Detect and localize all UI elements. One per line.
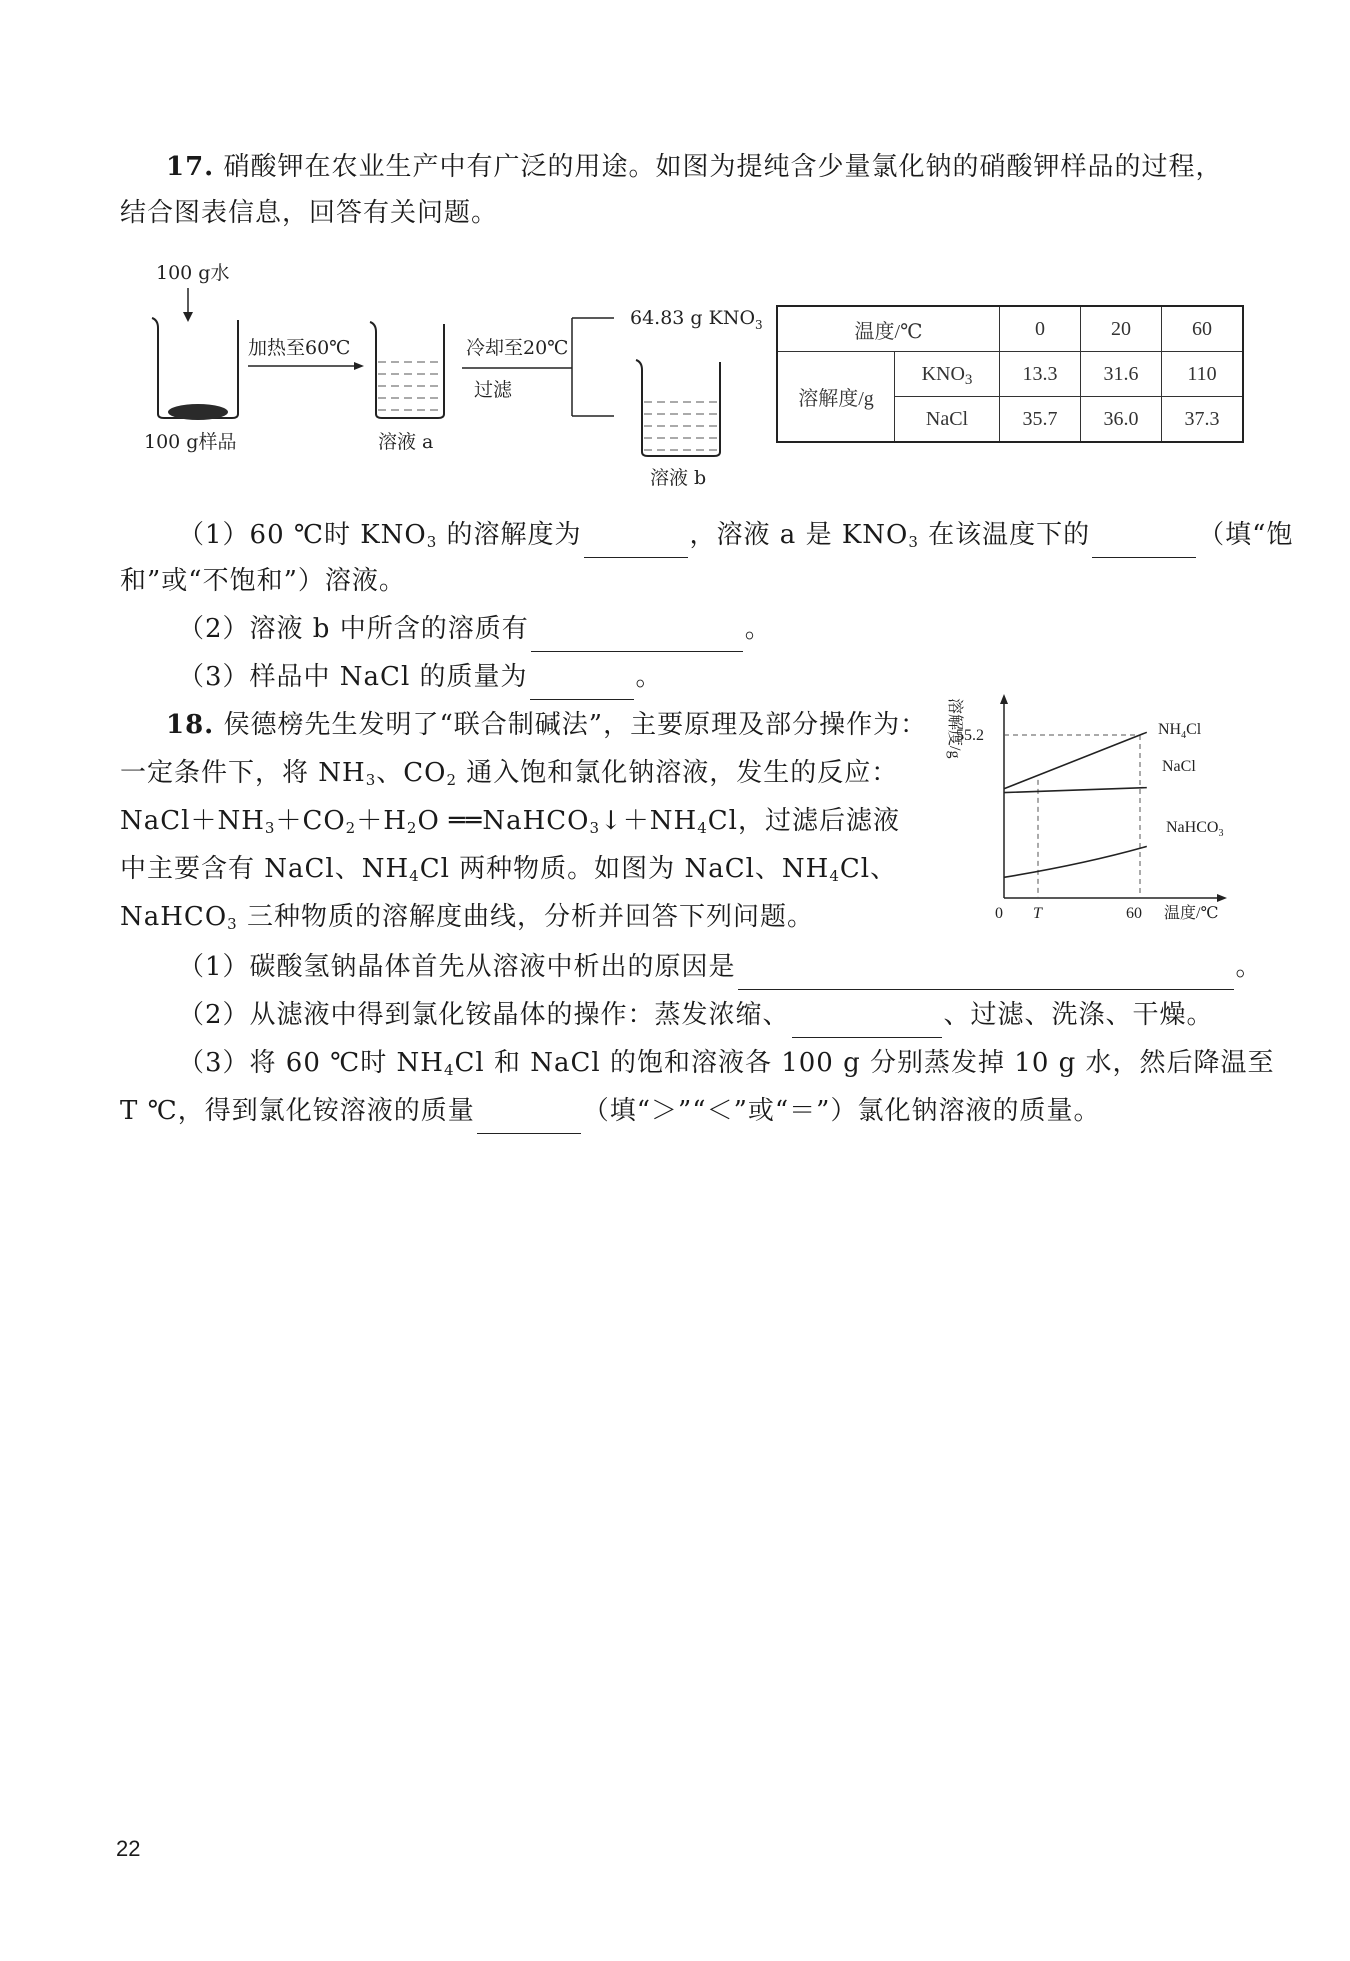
nacl-0: 35.7 (1000, 397, 1081, 443)
x-axis-arrow (1217, 894, 1227, 902)
answer-blank-2[interactable] (1092, 527, 1196, 558)
x-tick-60: 60 (1126, 905, 1142, 922)
q17-stem-line2: 结合图表信息，回答有关问题。 (120, 198, 499, 228)
solution-b-label: 溶液 b (650, 467, 707, 489)
sample-label: 100 g样品 (144, 431, 237, 453)
temp-header: 温度/℃ (777, 306, 1000, 352)
water-label: 100 g水 (156, 262, 230, 284)
cool-label: 冷却至20℃ (466, 337, 569, 359)
answer-blank-7[interactable] (477, 1103, 581, 1134)
answer-blank-3[interactable] (531, 621, 743, 652)
crystal-label: 64.83 g $KNO_3$ (630, 307, 763, 332)
heat-label: 加热至60℃ (248, 337, 351, 359)
y-axis-arrow (1000, 694, 1008, 704)
row-kno3-name: $KNO_3$ (895, 352, 1000, 397)
temp-0: 0 (1000, 306, 1081, 352)
beaker-2 (370, 322, 444, 418)
q18-line4: 中主要含有 NaCl、$NH_4Cl$ 两种物质。如图为 NaCl、$NH_4Cl$、 (120, 854, 898, 885)
q18-line1: 18. 侯德榜先生发明了“联合制碱法”，主要原理及部分操作为： (166, 710, 928, 740)
solution-a-label: 溶液 a (378, 431, 434, 453)
answer-blank-5[interactable] (738, 959, 1234, 990)
y-mark-55-2: 55.2 (956, 727, 984, 744)
q18-sub2: （2）从滤液中得到氯化铵晶体的操作：蒸发浓缩、 、过滤、洗涤、干燥。 (178, 992, 1214, 1038)
q18-number: 18. (166, 710, 215, 740)
nacl-20: 36.0 (1081, 397, 1162, 443)
beaker-1 (152, 318, 238, 418)
q18-line3: $NaCl+NH_3+CO_2+H_2O$ $══NaHCO_3↓+NH_4Cl$，过滤后滤液 (120, 806, 900, 837)
page-number: 22 (116, 1836, 141, 1861)
beaker-3 (636, 360, 720, 456)
q17-number: 17. (166, 152, 215, 182)
y-axis-label: 溶解度/g (946, 698, 963, 759)
nh4cl-label: $NH_4Cl$ (1158, 721, 1202, 741)
kno3-60: 110 (1162, 352, 1244, 397)
nahco3-label: NaHCO$_3$ (1166, 819, 1224, 839)
q17-sub1-line2: 和”或“不饱和”）溶液。 (120, 566, 406, 596)
solubility-table (776, 305, 1244, 443)
solubility-label: 溶解度/g (777, 352, 895, 443)
x-tick-T: T (1033, 905, 1042, 922)
series-nh4cl (1004, 732, 1147, 788)
temp-20: 20 (1081, 306, 1162, 352)
q18-line5: NaHCO$_3$ 三种物质的溶解度曲线，分析并回答下列问题。 (120, 902, 814, 933)
nacl-label: NaCl (1162, 758, 1196, 775)
answer-blank-6[interactable] (792, 1007, 942, 1038)
answer-blank-4[interactable] (530, 669, 634, 700)
q18-sub3-line1: （3）将 60 ℃时 $NH_4Cl$ 和 NaCl 的饱和溶液各 100 g 分别蒸发掉 10 g 水，然后降温至 (178, 1048, 1275, 1079)
row-nacl-name: NaCl (895, 397, 1000, 443)
q18-line2: 一定条件下，将 $NH_3$、$CO_2$ 通入饱和氯化钠溶液，发生的反应： (120, 758, 899, 789)
kno3-20: 31.6 (1081, 352, 1162, 397)
series-nacl (1004, 788, 1147, 793)
temp-60: 60 (1162, 306, 1244, 352)
series-nahco3 (1004, 846, 1147, 877)
kno3-0: 13.3 (1000, 352, 1081, 397)
filter-label: 过滤 (474, 379, 513, 401)
solubility-curve-chart (936, 690, 1256, 930)
origin-label: 0 (995, 905, 1003, 922)
answer-blank-1[interactable] (584, 527, 688, 558)
q17-sub1-line1: （1）60 ℃时 $KNO_3$ 的溶解度为 ，溶液 a 是 $KNO_3$ 在该温度下的 （填“饱 (178, 512, 1293, 558)
q18-sub1: （1）碳酸氢钠晶体首先从溶液中析出的原因是 。 (178, 944, 1263, 990)
q17-stem-line1: 17. 硝酸钾在农业生产中有广泛的用途。如图为提纯含少量氯化钠的硝酸钾样品的过程， (166, 152, 1223, 182)
x-axis-label: 温度/℃ (1164, 905, 1219, 922)
nacl-60: 37.3 (1162, 397, 1244, 443)
q18-sub3-line2: T ℃，得到氯化铵溶液的质量 （填“＞”“＜”或“＝”）氯化钠溶液的质量。 (120, 1088, 1100, 1134)
q17-sub3: （3）样品中 NaCl 的质量为 。 (178, 654, 663, 700)
q17-sub2: （2）溶液 b 中所含的溶质有 。 (178, 606, 772, 652)
